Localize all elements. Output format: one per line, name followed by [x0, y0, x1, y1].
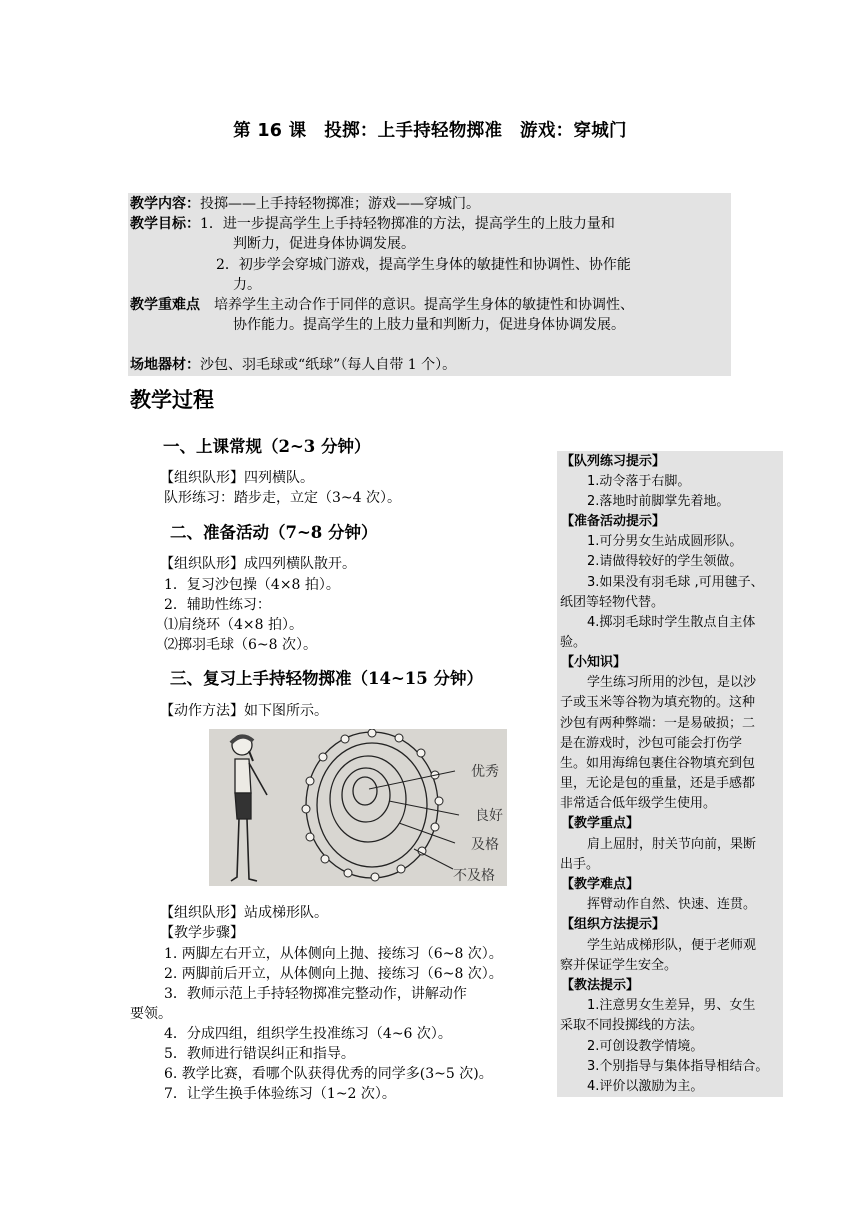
target-bumps [302, 729, 443, 881]
s3-line-3: 【教学步骤】 [160, 925, 244, 941]
tips-item: 1.可分男女生站成圆形队。 [587, 534, 743, 549]
tips-item: 出手。 [560, 857, 600, 872]
tips-item: 生。如用海绵包裹住谷物填充到包 [560, 756, 756, 771]
s2-line-1: 【组织队形】成四列横队散开。 [160, 556, 356, 572]
tips-heading-knowledge: 【小知识】 [561, 655, 627, 670]
tips-item: 4.评价以激励为主。 [587, 1079, 704, 1094]
label-good: 良好 [475, 808, 503, 824]
label-excellent: 优秀 [471, 764, 499, 780]
s3-line-2: 【组织队形】站成梯形队。 [160, 905, 328, 921]
goal-1b: 判断力，促进身体协调发展。 [233, 236, 415, 252]
content-text: 投掷——上手持轻物掷准；游戏——穿城门。 [200, 196, 480, 212]
key-label: 教学重难点 [130, 297, 200, 313]
tips-item: 1.注意男女生差异，男、女生 [587, 998, 756, 1013]
tips-item: 察并保证学生安全。 [560, 958, 678, 973]
tips-heading-method: 【教法提示】 [561, 978, 640, 993]
key-row [130, 295, 634, 315]
tips-item: 学生练习所用的沙包，是以沙 [587, 675, 757, 690]
tips-item: 1.动令落于右脚。 [587, 474, 691, 489]
s3-line-1: 【动作方法】如下图所示。 [160, 703, 328, 719]
s2-line-5: ⑵掷羽毛球（6~8 次）。 [164, 637, 317, 653]
tips-item: 2.落地时前脚掌先着地。 [587, 494, 730, 509]
equip-text: 沙包、羽毛球或“纸球”（每人自带 1 个）。 [200, 357, 457, 373]
section-3-title: 三、复习上手持轻物掷准（14~15 分钟） [170, 669, 483, 688]
tips-heading-warmup: 【准备活动提示】 [561, 514, 666, 529]
tips-item: 非常适合低年级学生使用。 [560, 796, 717, 811]
tips-heading-key-point: 【教学重点】 [561, 816, 640, 831]
throwing-target-figure [209, 729, 507, 886]
tips-item: 3.如果没有羽毛球 ,可用毽子、 [587, 575, 764, 590]
goal-label: 教学目标： [130, 216, 200, 232]
key-a: 培养学生主动合作于同伴的意识。提高学生身体的敏捷性和协调性、 [214, 297, 634, 313]
tips-item: 采取不同投掷线的方法。 [560, 1018, 704, 1033]
tips-sidebar [557, 451, 783, 1097]
child-figure-icon [231, 735, 267, 881]
tips-item: 学生站成梯形队，便于老师观 [587, 938, 757, 953]
s1-line-2: 队形练习：踏步走，立定（3~4 次）。 [164, 490, 401, 506]
tips-item: 验。 [560, 635, 587, 650]
tips-item: 2.可创设教学情境。 [587, 1039, 704, 1054]
tips-item: 子或玉米等谷物为填充物的。这种 [560, 695, 756, 710]
section-1-title: 一、上课常规（2~3 分钟） [163, 437, 371, 456]
s2-line-4: ⑴肩绕环（4×8 拍）。 [164, 617, 303, 633]
tips-heading-difficulty: 【教学难点】 [561, 877, 640, 892]
s3-line-6b: 要领。 [130, 1006, 172, 1022]
label-fail: 不及格 [453, 868, 495, 884]
equip-row [130, 355, 456, 375]
content-row [130, 194, 480, 214]
s2-line-3: 2．辅助性练习： [164, 597, 271, 613]
tips-item: 里，无论是包的重量，还是手感都 [560, 776, 756, 791]
s3-line-7: 4．分成四组，组织学生投准练习（4~6 次）。 [164, 1026, 452, 1042]
content-label: 教学内容： [130, 196, 200, 212]
equip-label: 场地器材： [130, 357, 200, 373]
tips-item: 2.请做得较好的学生领做。 [587, 554, 743, 569]
s2-line-2: 1．复习沙包操（4×8 拍）。 [164, 577, 340, 593]
target-illustration [209, 729, 507, 886]
tips-heading-organization: 【组织方法提示】 [561, 917, 666, 932]
page-title: 第 16 课 投掷：上手持轻物掷准 游戏：穿城门 [233, 121, 627, 141]
tips-item: 肩上屈肘，肘关节向前，果断 [587, 837, 757, 852]
tips-item: 沙包有两种弊端：一是易破损；二 [560, 716, 756, 731]
label-pass: 及格 [471, 837, 499, 853]
goal-2a: 2．初步学会穿城门游戏，提高学生身体的敏捷性和协调性、协作能 [216, 257, 631, 273]
s3-line-6a: 3．教师示范上手持轻物掷准完整动作，讲解动作 [164, 986, 467, 1002]
tips-heading-queue: 【队列练习提示】 [561, 454, 666, 469]
s3-line-10: 7．让学生换手体验练习（1~2 次）。 [164, 1086, 396, 1102]
s3-line-5: 2. 两脚前后开立，从体侧向上抛、接练习（6~8 次）。 [164, 966, 503, 982]
key-b: 协作能力。提高学生的上肢力量和判断力，促进身体协调发展。 [233, 317, 625, 333]
tips-item: 挥臂动作自然、快速、连贯。 [587, 897, 757, 912]
tips-item: 3.个别指导与集体指导相结合。 [587, 1059, 769, 1074]
lesson-info-box [128, 193, 731, 376]
tips-item: 4.掷羽毛球时学生散点自主体 [587, 615, 756, 630]
leader-lines [369, 771, 459, 869]
tips-item: 纸团等轻物代替。 [560, 595, 665, 610]
s3-line-4: 1. 两脚左右开立，从体侧向上抛、接练习（6~8 次）。 [164, 946, 503, 962]
goal-1a: 1．进一步提高学生上手持轻物掷准的方法，提高学生的上肢力量和 [200, 216, 615, 232]
goal-row [130, 214, 615, 234]
s1-line-1: 【组织队形】四列横队。 [160, 470, 314, 486]
section-2-title: 二、准备活动（7~8 分钟） [170, 523, 378, 542]
s3-line-9: 6. 教学比赛，看哪个队获得优秀的同学多(3~5 次)。 [164, 1066, 493, 1082]
tips-item: 是在游戏时，沙包可能会打伤学 [560, 736, 743, 751]
s3-line-8: 5．教师进行错误纠正和指导。 [164, 1046, 355, 1062]
process-heading: 教学过程 [130, 388, 214, 412]
goal-2b: 力。 [233, 277, 261, 293]
